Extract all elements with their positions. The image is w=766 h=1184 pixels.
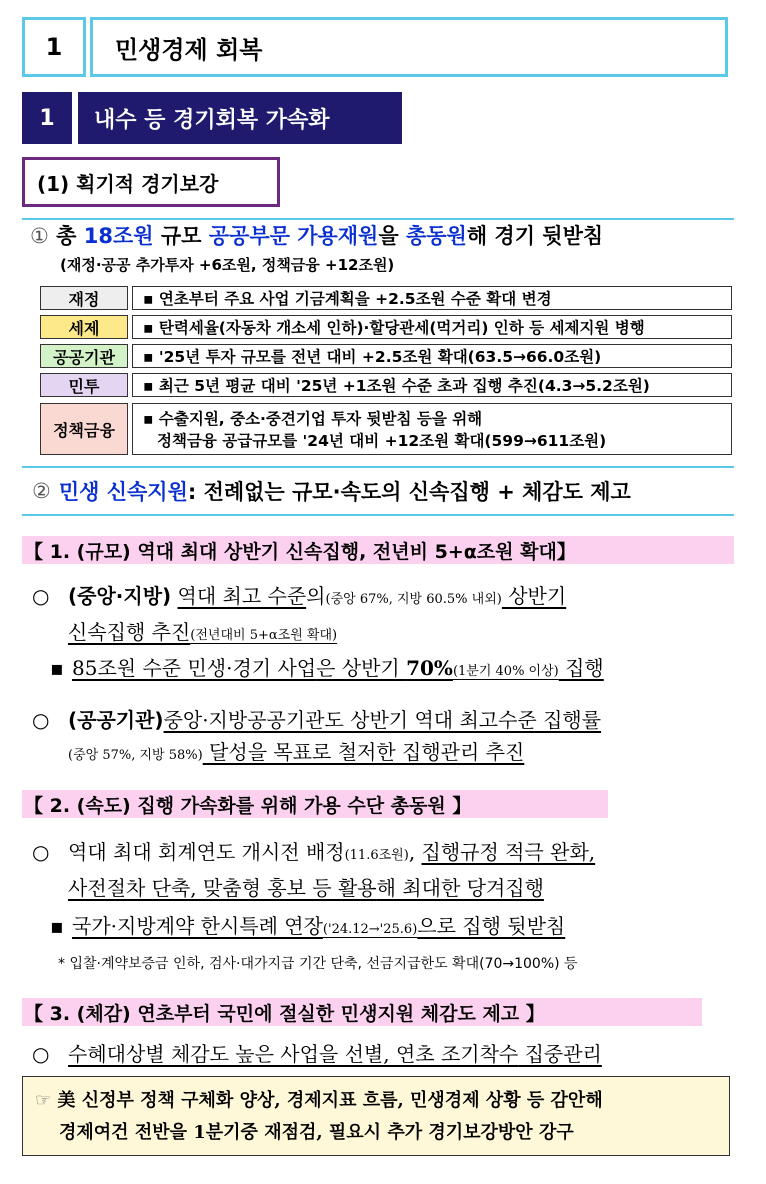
chapter-title: 민생경제 회복 bbox=[90, 17, 728, 77]
bullet: ▪ bbox=[50, 656, 64, 680]
text: 국가·지방계약 한시특례 연장 bbox=[72, 914, 323, 938]
tag-policy-finance: 정책금융 bbox=[40, 403, 128, 455]
chapter-number: 1 bbox=[22, 17, 86, 77]
point1-text: 해 경기 뒷받침 bbox=[466, 224, 604, 248]
footer-note bbox=[22, 1076, 730, 1156]
text: 70% bbox=[406, 656, 453, 680]
text: 집행규정 적극 완화, bbox=[421, 840, 596, 864]
point2-heading bbox=[22, 466, 734, 516]
subheading: (1) 획기적 경기보강 bbox=[22, 157, 280, 207]
para-contract-extension bbox=[50, 910, 760, 946]
bullet: ○ bbox=[32, 1042, 50, 1066]
point2-text: : 전례없는 규모·속도의 신속집행 + 체감도 제고 bbox=[187, 480, 631, 504]
para-central-local bbox=[32, 580, 742, 652]
point1-heading bbox=[30, 220, 730, 250]
section-title: 내수 등 경기회복 가속화 bbox=[78, 92, 402, 144]
footer-line1 bbox=[35, 1085, 729, 1117]
text: 역대 최고 수준 bbox=[177, 584, 307, 608]
text: 사전절차 단축, 맞춤형 홍보 등 활용 bbox=[68, 876, 377, 900]
bullet: ▪ bbox=[50, 914, 64, 938]
tag-tax: 세제 bbox=[40, 315, 128, 339]
tag-finance: 재정 bbox=[40, 286, 128, 310]
point1-amount: 18조원 bbox=[83, 224, 154, 248]
row-finance: ▪ 연초부터 주요 사업 기금계획을 +2.5조원 수준 확대 변경 bbox=[132, 286, 732, 310]
text: 신속집행 추진 bbox=[68, 620, 191, 644]
point1-mobilize: 총동원 bbox=[405, 224, 467, 248]
row-public-institutions: ▪ '25년 투자 규모를 전년 대비 +2.5조원 확대(63.5→66.0조원) bbox=[132, 344, 732, 368]
text: 은 상반기 bbox=[316, 656, 407, 680]
bullet: ○ bbox=[32, 840, 50, 864]
band-experience: 【 3. (체감) 연초부터 국민에 절실한 민생지원 체감도 제고 】 bbox=[22, 998, 702, 1026]
text: 수혜대상별 체감도 높은 사업을 선별, 연초 조기착수 bbox=[68, 1042, 519, 1066]
point2-marker: ② bbox=[32, 479, 51, 503]
text: 달성을 목표로 철저한 집행관리 추진 bbox=[202, 740, 525, 764]
text: 역대 최대 회계연도 개시전 배정 bbox=[68, 840, 345, 864]
point1-marker: ① bbox=[30, 224, 49, 248]
text: 으로 집행 뒷받침 bbox=[417, 914, 566, 938]
text: 85조원 수준 민생·경기 사업 bbox=[72, 656, 317, 680]
row-policy-finance-line2: 정책금융 공급규모를 '24년 대비 +12조원 확대(599→611조원) bbox=[157, 432, 607, 450]
point2-highlight: 민생 신속지원 bbox=[58, 480, 188, 504]
row-tax: ▪ 탄력세율(자동차 개소세 인하)·할당관세(먹거리) 인하 등 세제지원 병행 bbox=[132, 315, 732, 339]
row-policy-finance-line1: ▪ 수출지원, 중소·중견기업 투자 뒷받침 등을 위해 bbox=[143, 410, 483, 428]
text: , bbox=[408, 840, 422, 864]
text: 집중관리 bbox=[518, 1042, 602, 1066]
text: (1분기 40% 이상) bbox=[452, 664, 559, 679]
text: (11.6조원) bbox=[344, 848, 409, 863]
band-scale: 【 1. (규모) 역대 최대 상반기 신속집행, 전년비 5+α조원 확대】 bbox=[22, 536, 734, 564]
text: 의 bbox=[306, 584, 326, 608]
bullet: ○ bbox=[32, 584, 50, 608]
point1-text: 규모 bbox=[153, 224, 209, 248]
para-fiscal-year bbox=[32, 836, 742, 904]
text: 상반기 bbox=[501, 584, 567, 608]
para-85-trillion bbox=[50, 652, 760, 688]
text: (중앙 57%, 지방 58%) bbox=[68, 748, 203, 763]
label: (공공기관) bbox=[68, 708, 164, 732]
row-policy-finance bbox=[132, 403, 732, 455]
point1-subtext: (재정·공공 추가투자 +6조원, 정책금융 +12조원) bbox=[60, 256, 395, 274]
footer-line2: 경제여건 전반을 1분기중 재점검, 필요시 추가 경기보강방안 강구 bbox=[59, 1122, 574, 1143]
text: 중앙·지방공공기관도 상반기 역대 최고수준 집행률 bbox=[163, 708, 602, 732]
para-beneficiaries bbox=[32, 1038, 742, 1070]
para-public-institutions bbox=[32, 704, 742, 772]
footer-text: 美 신정부 정책 구체화 양상, 경제지표 흐름, 민생경제 상황 등 감안해 bbox=[57, 1090, 603, 1111]
bullet: ○ bbox=[32, 708, 50, 732]
band-speed: 【 2. (속도) 집행 가속화를 위해 가용 수단 총동원 】 bbox=[22, 790, 608, 818]
text: 해 최대한 당겨집행 bbox=[376, 876, 544, 900]
tag-private-investment: 민투 bbox=[40, 373, 128, 397]
text: (전년대비 5+α조원 확대) bbox=[190, 628, 338, 643]
point1-resources: 공공부문 가용재원 bbox=[208, 224, 379, 248]
text: 집행 bbox=[558, 656, 604, 680]
point1-text: 을 bbox=[378, 224, 406, 248]
section-number: 1 bbox=[22, 92, 72, 144]
text: (중앙 67%, 지방 60.5% 내외) bbox=[325, 592, 502, 607]
point1-text: 총 bbox=[56, 224, 84, 248]
row-private-investment: ▪ 최근 5년 평균 대비 '25년 +1조원 수준 초과 집행 추진(4.3→5.2조원) bbox=[132, 373, 732, 397]
tag-public-institutions: 공공기관 bbox=[40, 344, 128, 368]
label: (중앙·지방) bbox=[68, 584, 172, 608]
text: ('24.12→'25.6) bbox=[322, 922, 418, 937]
pointing-hand-icon: ☞ bbox=[35, 1090, 52, 1111]
footnote: * 입찰·계약보증금 인하, 검사·대가지급 기간 단축, 선금지급한도 확대(70→100%) 등 bbox=[58, 956, 578, 972]
